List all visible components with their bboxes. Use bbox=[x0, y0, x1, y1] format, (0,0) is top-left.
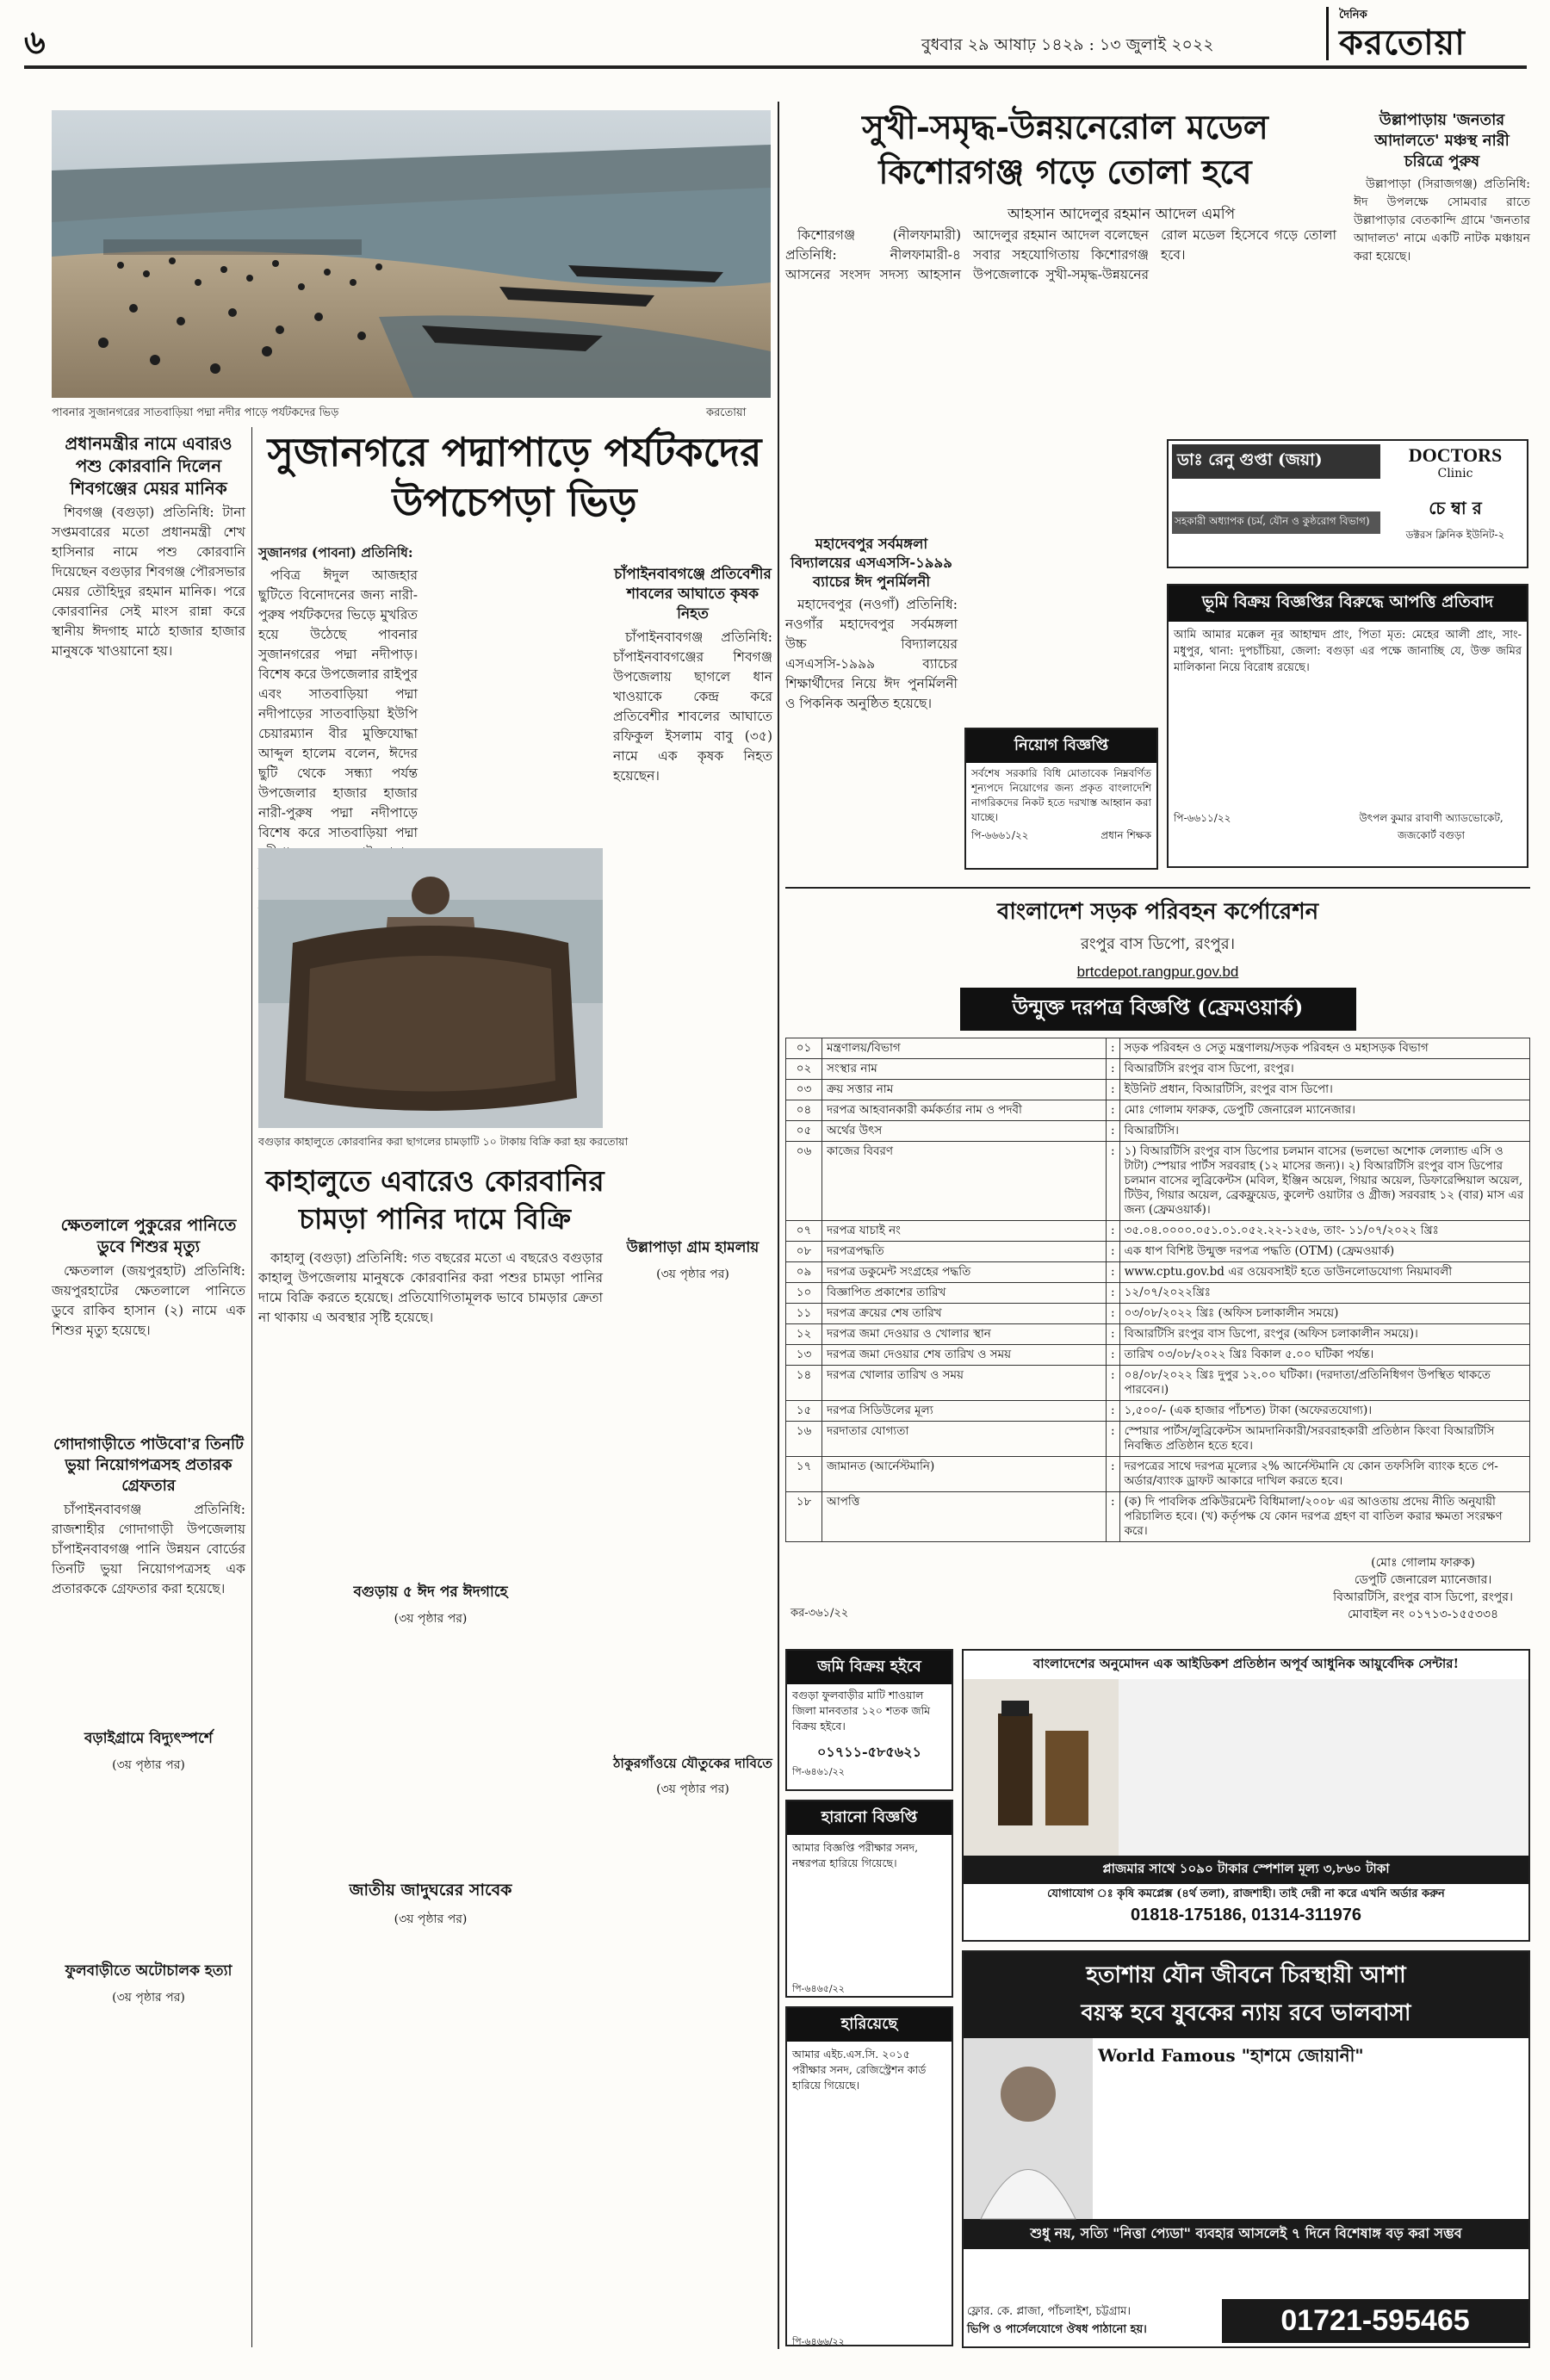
chapai-story bbox=[613, 560, 772, 989]
electrocution-headline: বড়াইগ্রামে বিদ্যুৎস্পর্শে bbox=[84, 1730, 213, 1747]
lead-photo-credit: করতোয়া bbox=[706, 406, 747, 419]
tender-row bbox=[786, 1304, 1530, 1324]
doctor-portrait-image bbox=[964, 2038, 1093, 2219]
bogura-eid-story bbox=[258, 1576, 603, 1879]
tender-cell-label: জামানত (আর্নেস্টমানি) bbox=[822, 1457, 1107, 1492]
tender-row bbox=[786, 1038, 1530, 1059]
tender-org: বাংলাদেশ সড়ক পরিবহন কর্পোরেশন bbox=[996, 899, 1319, 925]
ullapara-court-story bbox=[1354, 105, 1530, 481]
doctors-address: ডক্টরস ক্লিনিক ইউনিট-২ bbox=[1405, 529, 1505, 541]
chapai-text: চাঁপাইনবাবগঞ্জ প্রতিনিধি: চাঁপাইনবাবগঞ্জের শিবগঞ্জ উপজেলায় ছাগলে ধান খাওয়াকে কেন্দ্র করে প্রতিবেশীর শাবলের আঘাতে রফিকুল ইসলাম বাবু (৩৫) নামে এক কৃষক নিহত হয়েছেন। bbox=[613, 629, 772, 784]
tender-row bbox=[786, 1059, 1530, 1080]
land-sale-ad bbox=[785, 1649, 953, 1791]
doctors-chamber: চে ম্বা র bbox=[1429, 498, 1482, 518]
tender-row bbox=[786, 1324, 1530, 1345]
herbal-headline-2: বয়স্ক হবে যুবকের ন্যায় রবে ভালবাসা bbox=[1081, 2000, 1411, 2026]
tender-cell-value: www.cptu.gov.bd এর ওয়েবসাইট হতে ডাউনলোডযোগ্য নিয়মাবলী bbox=[1119, 1262, 1529, 1283]
skin-photo-caption: বগুড়ার কাহালুতে কোরবানির করা ছাগলের চামড়াটি ১০ টাকায় বিক্রি করা হয় করতোয়া bbox=[258, 1135, 629, 1148]
land-notice-body: আমি আমার মক্কেল নূর আহাম্মদ প্রাং, পিতা মৃত: মেহের আলী প্রাং, সাং-মধুপুর, থানা: দুপচাঁচিয়া, জেলা: বগুড়া এর পক্ষে জানাচ্ছি যে, উক্ত জমির মালিকানা নিয়ে বিরোধ রয়েছে। bbox=[1174, 629, 1522, 674]
ullapara-court-text: উল্লাপাড়া (সিরাজগঞ্জ) প্রতিনিধি: ঈদ উপলক্ষে সোমবার রাতে উল্লাপাড়ার বেতকান্দি গ্রামে 'জনতার আদালত' নামে একটি নাটক মঞ্চায়ন করা হয়েছে। bbox=[1354, 177, 1530, 263]
tender-cell-colon: : bbox=[1107, 1422, 1120, 1457]
tender-cell-n: ১৫ bbox=[786, 1401, 822, 1422]
chapai-body bbox=[613, 628, 772, 989]
main-story-col2 bbox=[426, 542, 586, 792]
tender-cell-label: কাজের বিবরণ bbox=[822, 1142, 1107, 1221]
land-sale-body: বগুড়া ফুলবাড়ীর মাটি শাওয়াল জিলা মানবতার ১২০ শতক জমি বিক্রয় হইবে। bbox=[792, 1689, 931, 1732]
thakurgaon-story bbox=[613, 1748, 772, 2334]
tender-cell-colon: : bbox=[1107, 1401, 1120, 1422]
bogura-eid-body bbox=[258, 1629, 603, 1879]
job-notice-headline: নিয়োগ বিজ্ঞপ্তি bbox=[966, 729, 1156, 763]
tender-cell-value: তারিখ ০৩/০৮/২০২২ খ্রিঃ বিকাল ৫.০০ ঘটিকা পর্যন্ত। bbox=[1119, 1345, 1529, 1366]
mahadevpur-headline: মহাদেবপুর সর্বমঙ্গলা বিদ্যালয়ের এসএসসি-১৯৯৯ ব্যাচের ঈদ পুনর্মিলনী bbox=[790, 536, 952, 590]
land-notice-headline: ভূমি বিক্রয় বিজ্ঞপ্তির বিরুদ্ধে আপত্তি প্রতিবাদ bbox=[1169, 586, 1527, 622]
tender-row bbox=[786, 1422, 1530, 1457]
tender-cell-colon: : bbox=[1107, 1492, 1120, 1542]
kishoreganj-headline-line2: কিশোরগঞ্জ গড়ে তোলা হবে bbox=[878, 152, 1252, 192]
tender-cell-colon: : bbox=[1107, 1038, 1120, 1059]
tender-row bbox=[786, 1345, 1530, 1366]
mahadevpur-body bbox=[785, 595, 958, 922]
main-story-dateline: সুজানগর (পাবনা) প্রতিনিধি: bbox=[258, 544, 413, 561]
tender-cell-value: দরপত্রের সাথে দরপত্র মূল্যের ২% আর্নেস্টমানি যে কোন তফসিলি ব্যাংক হতে পে-অর্ডার/ব্যাংক ড্রাফট আকারে দাখিল করতে হবে। bbox=[1119, 1457, 1529, 1492]
tender-cell-value: ১২/০৭/২০২২খ্রিঃ bbox=[1119, 1283, 1529, 1304]
tender-cell-label: দরপত্র আহবানকারী কর্মকর্তার নাম ও পদবী bbox=[822, 1100, 1107, 1121]
drowning-body bbox=[52, 1261, 245, 1434]
tender-cell-label: দরপত্র জমা দেওয়ার শেষ তারিখ ও সময় bbox=[822, 1345, 1107, 1366]
date-line: বুধবার ২৯ আষাঢ় ১৪২৯ : ১৩ জুলাই ২০২২ bbox=[921, 35, 1214, 54]
masthead-rule bbox=[24, 65, 1527, 69]
tender-cell-colon: : bbox=[1107, 1366, 1120, 1401]
tender-cell-n: ১১ bbox=[786, 1304, 822, 1324]
ayur-contact: যোগাযোগ ঃ কৃষি কমপ্লেক্স (৪র্থ তলা), রাজশাহী। তাই দেরী না করে এখনি অর্ডার করুন bbox=[1047, 1887, 1445, 1900]
kishoreganj-text: কিশোরগঞ্জ (নীলফামারী) প্রতিনিধি: নীলফামারী-৪ আসনের সংসদ সদস্য আহসান আদেলুর রহমান আদেল বলেছেন সবার সহযোগিতায় কিশোরগঞ্জ উপজেলাকে সুখী-সমৃদ্ধ-উন্নয়নের রোল মডেল হিসেবে গড়ে তোলা হবে। bbox=[785, 227, 1336, 282]
tender-cell-label: সংস্থার নাম bbox=[822, 1059, 1107, 1080]
tender-signer-org: বিআরটিসি, রংপুর বাস ডিপো, রংপুর। bbox=[1333, 1590, 1513, 1604]
land-notice-ref: পি-৬৬১১/২২ bbox=[1174, 812, 1231, 824]
land-sale-phone: ০১৭১১-৫৮৫৬২১ bbox=[817, 1744, 921, 1760]
tender-depot: রংপুর বাস ডিপো, রংপুর। bbox=[1080, 935, 1236, 953]
arrest-story bbox=[52, 1429, 245, 1750]
skin-headline bbox=[258, 1162, 611, 1238]
tender-cell-colon: : bbox=[1107, 1100, 1120, 1121]
tender-signer-name: (মোঃ গোলাম ফারুক) bbox=[1371, 1556, 1475, 1570]
ayur-phone[interactable]: 01818-175186, 01314-311976 bbox=[1130, 1906, 1362, 1924]
chapai-headline: চাঁপাইনবাবগঞ্জে প্রতিবেশীর শাবলের আঘাতে কৃষক নিহত bbox=[614, 566, 772, 623]
tender-cell-n: ১৮ bbox=[786, 1492, 822, 1542]
fulbari-body bbox=[52, 2008, 245, 2335]
masthead-logo bbox=[1326, 7, 1524, 63]
bogura-eid-cont: (৩য় পৃষ্ঠার পর) bbox=[394, 1612, 468, 1626]
tender-row bbox=[786, 1080, 1530, 1100]
skin-story-body bbox=[258, 1249, 603, 1563]
doctors-clinic: Clinic bbox=[1437, 467, 1473, 480]
lost1-headline: হারানো বিজ্ঞপ্তি bbox=[787, 1801, 952, 1835]
thakurgaon-body bbox=[613, 1800, 772, 2334]
drowning-headline: ক্ষেতলালে পুকুরের পানিতে ডুবে শিশুর মৃত্যু bbox=[60, 1216, 237, 1256]
tender-cell-n: ০৯ bbox=[786, 1262, 822, 1283]
land-sale-ref: পি-৬৪৬১/২২ bbox=[792, 1766, 845, 1777]
thakurgaon-headline: ঠাকুরগাঁওয়ে যৌতুকের দাবিতে bbox=[613, 1755, 772, 1771]
ayur-top: বাংলাদেশের অনুমোদন এক আইডিকশ প্রতিষ্ঠান অপূর্ব আধুনিক আয়ুর্বেদিক সেন্টার! bbox=[1032, 1656, 1460, 1671]
tender-cell-label: দরদাতার যোগ্যতা bbox=[822, 1422, 1107, 1457]
lead-photo bbox=[52, 110, 771, 398]
tender-cell-label: মন্ত্রণালয়/বিভাগ bbox=[822, 1038, 1107, 1059]
tender-cell-label: ক্রয় সত্তার নাম bbox=[822, 1080, 1107, 1100]
tender-table bbox=[785, 1038, 1530, 1542]
ullapara-court-headline: উল্লাপাড়ায় 'জনতার আদালতে' মঞ্চস্থ নারী চরিত্রে পুরুষ bbox=[1374, 111, 1510, 170]
tender-cell-value: বিআরটিসি। bbox=[1119, 1121, 1529, 1142]
pm-story-text: শিবগঞ্জ (বগুড়া) প্রতিনিধি: টানা সপ্তমবারের মতো প্রধানমন্ত্রী শেখ হাসিনার নামে পশু কোরবানি দিয়েছেন বগুড়ার শিবগঞ্জ পৌরসভার মেয়র তৌহিদুর রহমান মানিক। পরে কোরবানির সেই মাংস রান্না করে স্থানীয় ঈদগাহ মাঠে হাজার হাজার মানুষকে খাওয়ানো হয়। bbox=[52, 505, 245, 659]
tender-cell-label: দরপত্র ডকুমেন্ট সংগ্রহের পদ্ধতি bbox=[822, 1262, 1107, 1283]
fulbari-cont: (৩য় পৃষ্ঠার পর) bbox=[112, 1991, 185, 2005]
arrest-text: চাঁপাইনবাবগঞ্জ প্রতিনিধি: রাজশাহীর গোদাগাড়ী উপজেলায় চাঁপাইনবাবগঞ্জ পানি উন্নয়ন বোর্ডের তিনটি ভুয়া নিয়োগপত্রসহ এক প্রতারককে গ্রেফতার করা হয়েছে। bbox=[52, 1502, 245, 1596]
arrest-headline: গোদাগাড়ীতে পাউবো'র তিনটি ভুয়া নিয়োগপত্রসহ প্রতারক গ্রেফতার bbox=[53, 1435, 244, 1495]
skin-photo bbox=[258, 848, 603, 1128]
lost2-body: আমার এইচ.এস.সি. ২০১৫ পরীক্ষার সনদ, রেজিস্ট্রেশন কার্ড হারিয়ে গিয়েছে। bbox=[792, 2048, 927, 2092]
electrocution-body bbox=[52, 1776, 245, 1939]
logo-name: করতোয়া bbox=[1339, 22, 1466, 63]
tender-row bbox=[786, 1262, 1530, 1283]
ayurvedic-ad bbox=[962, 1649, 1530, 1942]
river-scene-image bbox=[52, 110, 771, 398]
lost-notice-2 bbox=[785, 2006, 953, 2346]
tender-cell-n: ১২ bbox=[786, 1324, 822, 1345]
lost1-ref: পি-৬৪৬৫/২২ bbox=[792, 1983, 845, 1994]
pm-story-headline: প্রধানমন্ত্রীর নামে এবারও পশু কোরবানি দিলেন শিবগঞ্জের মেয়র মানিক bbox=[65, 433, 232, 499]
tender-signer-mobile: মোবাইল নং ০১৭১৩-১৫৫৩৩৪ bbox=[1347, 1608, 1499, 1621]
tender-row bbox=[786, 1457, 1530, 1492]
tender-cell-colon: : bbox=[1107, 1221, 1120, 1242]
drowning-story bbox=[52, 1210, 245, 1434]
tender-row bbox=[786, 1100, 1530, 1121]
main-headline-line1: সুজানগরে পদ্মাপাড়ে পর্যটকদের bbox=[267, 429, 762, 475]
main-headline bbox=[258, 427, 771, 527]
tender-cell-value: এক ধাপ বিশিষ্ট উন্মুক্ত দরপত্র পদ্ধতি (OTM) (ফ্রেমওয়ার্ক) bbox=[1119, 1242, 1529, 1262]
museum-story bbox=[258, 1873, 603, 2360]
tender-cell-colon: : bbox=[1107, 1121, 1120, 1142]
job-notice-signer: প্রধান শিক্ষক bbox=[1100, 829, 1151, 841]
tender-cell-n: ১৭ bbox=[786, 1457, 822, 1492]
tender-cell-colon: : bbox=[1107, 1345, 1120, 1366]
tender-row bbox=[786, 1401, 1530, 1422]
tender-cell-value: বিআরটিসি রংপুর বাস ডিপো, রংপুর। bbox=[1119, 1059, 1529, 1080]
ayur-offer: প্লাজমার সাথে ১০৯০ টাকার স্পেশাল মূল্য ৩,৮৬০ টাকা bbox=[964, 1856, 1528, 1884]
kishoreganj-headline bbox=[785, 105, 1345, 195]
tender-cell-colon: : bbox=[1107, 1262, 1120, 1283]
herbal-brand: World Famous "হাশমে জোয়ানী" bbox=[1098, 2045, 1364, 2066]
tender-cell-n: ১৩ bbox=[786, 1345, 822, 1366]
tender-cell-colon: : bbox=[1107, 1324, 1120, 1345]
tender-cell-n: ০৮ bbox=[786, 1242, 822, 1262]
tender-website: brtcdepot.rangpur.gov.bd bbox=[1076, 964, 1239, 980]
tender-cell-n: ০৭ bbox=[786, 1221, 822, 1242]
tender-cell-value: ১) বিআরটিসি রংপুর বাস ডিপোর চলমান বাসের (ভলভো অশোক লেল্যান্ড এসি ও টাটা) স্পেয়ার পার্টস সরবরাহ (১২ মাসের জন্য)। ২) বিআরটিসি রংপুর বাস ডিপোর চলমান বাসের লুব্রিকেন্টস (মবিল, ইঞ্জিন অয়েল, গিয়ার অয়েল, ডিফারেন্সিয়াল অয়েল, টিউব, গিয়ার অয়েল, ব্রেকফ্লুয়েড, কুলেন্ট ওয়াটার ও গ্রীজ) সরবরাহ ১২ (বার) মাস এর জন্য (ফ্রেমওয়ার্ক)। bbox=[1119, 1142, 1529, 1221]
tender-cell-colon: : bbox=[1107, 1304, 1120, 1324]
tender-cell-label: আপত্তি bbox=[822, 1492, 1107, 1542]
doctor-name: ডাঃ রেনু গুপ্তা (জয়া) bbox=[1172, 444, 1380, 479]
bogura-eid-headline: বগুড়ায় ৫ ঈদ পর ঈদগাহে bbox=[353, 1584, 508, 1601]
tender-cell-colon: : bbox=[1107, 1080, 1120, 1100]
tender-signer-title: ডেপুটি জেনারেল ম্যানেজার। bbox=[1354, 1573, 1492, 1587]
lost-notice-1 bbox=[785, 1800, 953, 1998]
arrest-body bbox=[52, 1500, 245, 1750]
herbal-tagline: শুধু নয়, সত্যি "নিত্তা প্যেডা" ব্যবহার আসলেই ৭ দিনে বিশেষাঙ্গ বড় করা সম্ভব bbox=[964, 2219, 1528, 2249]
lead-photo-caption: পাবনার সুজানগরের সাতবাড়িয়া পদ্মা নদীর পাড়ে পর্যটকদের ভিড় bbox=[52, 406, 339, 419]
main-headline-line2: উপচেপড়া ভিড় bbox=[392, 479, 637, 525]
tender-row bbox=[786, 1242, 1530, 1262]
medicine-bottle-image bbox=[964, 1679, 1119, 1856]
museum-headline: জাতীয় জাদুঘরের সাবেক bbox=[349, 1881, 512, 1900]
tender-row bbox=[786, 1221, 1530, 1242]
electrocution-cont: (৩য় পৃষ্ঠার পর) bbox=[112, 1758, 185, 1772]
pm-story-body bbox=[52, 503, 245, 1261]
tender-cell-n: ০৩ bbox=[786, 1080, 822, 1100]
job-notice-ref: পি-৬৬৬১/২২ bbox=[971, 829, 1029, 841]
doctor-specialty: সহকারী অধ্যাপক (চর্ম, যৌন ও কুষ্ঠরোগ বিভাগ) bbox=[1172, 511, 1380, 534]
tender-cell-label: অর্থের উৎস bbox=[822, 1121, 1107, 1142]
ullapara-vote-cont: (৩য় পৃষ্ঠার পর) bbox=[656, 1267, 729, 1281]
tender-row bbox=[786, 1121, 1530, 1142]
tender-cell-label: দরপত্র ক্রয়ের শেষ তারিখ bbox=[822, 1304, 1107, 1324]
tender-cell-n: ০২ bbox=[786, 1059, 822, 1080]
tender-cell-n: ১০ bbox=[786, 1283, 822, 1304]
tender-cell-colon: : bbox=[1107, 1059, 1120, 1080]
tender-cell-value: স্পেয়ার পার্টস/লুব্রিকেন্টস আমদানিকারী/সরবরাহকারী প্রতিষ্ঠান কিংবা বিআরটিসি নিবন্ধিত প্রতিষ্ঠান হতে হবে। bbox=[1119, 1422, 1529, 1457]
museum-cont: (৩য় পৃষ্ঠার পর) bbox=[394, 1912, 468, 1926]
tender-cell-n: ১৪ bbox=[786, 1366, 822, 1401]
tender-cell-n: ০৬ bbox=[786, 1142, 822, 1221]
tender-cell-n: ০৪ bbox=[786, 1100, 822, 1121]
lost2-ref: পি-৬৪৬৬/২২ bbox=[792, 2336, 845, 2347]
kishoreganj-headline-line1: সুখী-সমৃদ্ধ-উন্নয়নেরোল মডেল bbox=[862, 108, 1268, 147]
tender-cell-value: মোঃ গোলাম ফারুক, ডেপুটি জেনারেল ম্যানেজার। bbox=[1119, 1100, 1529, 1121]
tender-cell-label: দরপত্র জমা দেওয়ার ও খোলার স্থান bbox=[822, 1324, 1107, 1345]
tender-notice bbox=[785, 887, 1530, 1640]
electrocution-story bbox=[52, 1722, 245, 1939]
tender-cell-label: দরপত্রপদ্ধতি bbox=[822, 1242, 1107, 1262]
herbal-address: ফ্লোর. কে. প্লাজা, পাঁচলাইশ, চট্টগ্রাম। bbox=[967, 2304, 1132, 2318]
tender-cell-value: ১,৫০০/- (এক হাজার পাঁচশত) টাকা (অফেরতযোগ্য)। bbox=[1119, 1401, 1529, 1422]
tender-title: উন্মুক্ত দরপত্র বিজ্ঞপ্তি (ফ্রেমওয়ার্ক) bbox=[960, 988, 1356, 1031]
ullapara-vote-story bbox=[613, 1231, 772, 1767]
tender-cell-colon: : bbox=[1107, 1242, 1120, 1262]
tender-cell-value: ০৪/০৮/২০২২ খ্রিঃ দুপুর ১২.০০ ঘটিকা। (দরদাতা/প্রতিনিধিগণ উপস্থিত থাকতে পারবেন।) bbox=[1119, 1366, 1529, 1401]
tender-cell-value: সড়ক পরিবহন ও সেতু মন্ত্রণালয়/সড়ক পরিবহন ও মহাসড়ক বিভাগ bbox=[1119, 1038, 1529, 1059]
main-story-text: পবিত্র ঈদুল আজহার ছুটিতে বিনোদনের জন্য নারী-পুরুষ পর্যটকদের ভিড়ে মুখরিত হয়ে উঠেছে পাবনার সুজানগরের পদ্মা নদীপাড়। বিশেষ করে উপজেলার রাইপুর এবং সাতবাড়িয়া পদ্মা নদীপাড়ের সাতবাড়িয়া ইউপি চেয়ারম্যান বীর মুক্তিযোদ্ধা আব্দুল হালেম বলেন, ঈদের ছুটি থেকে সন্ধ্যা পর্যন্ত উপজেলার হাজার হাজার নারী-পুরুষ পদ্মা নদীপাড়ে বিশেষ করে সাতবাড়িয়া পদ্মা bbox=[258, 567, 418, 840]
lost2-headline: হারিয়েছে bbox=[787, 2008, 952, 2042]
tender-cell-n: ০৫ bbox=[786, 1121, 822, 1142]
column-rule-2 bbox=[778, 102, 779, 2349]
land-notice bbox=[1167, 584, 1528, 868]
column-rule-1 bbox=[251, 427, 252, 2347]
pm-story bbox=[52, 427, 245, 1261]
tender-row bbox=[786, 1142, 1530, 1221]
ullapara-court-body bbox=[1354, 176, 1530, 481]
tender-cell-colon: : bbox=[1107, 1283, 1120, 1304]
tender-cell-value: (ক) দি পাবলিক প্রকিউরমেন্ট বিধিমালা/২০০৮ এর আওতায় প্রদেয় নীতি অনুযায়ী পরিচালিত হবে। (খ) কর্তৃপক্ষ যে কোন দরপত্র গ্রহণ বা বাতিল করার ক্ষমতা সংরক্ষণ করে। bbox=[1119, 1492, 1529, 1542]
tender-row bbox=[786, 1283, 1530, 1304]
tender-cell-colon: : bbox=[1107, 1457, 1120, 1492]
tender-cell-label: বিজ্ঞাপিত প্রকাশের তারিখ bbox=[822, 1283, 1107, 1304]
fulbari-headline: ফুলবাড়ীতে অটোচালক হত্যা bbox=[65, 1962, 232, 1980]
herbal-ad bbox=[962, 1950, 1530, 2348]
land-notice-signature: উৎপল কুমার রাবাণী অ্যাডভোকেট, জজকোর্ট বগুড়া bbox=[1359, 812, 1504, 841]
skin-headline-line2: চামড়া পানির দামে বিক্রি bbox=[299, 1202, 571, 1236]
drowning-text: ক্ষেতলাল (জয়পুরহাট) প্রতিনিধি: জয়পুরহাটের ক্ষেতলালে পানিতে ডুবে রাকিব হাসান (২) নামে এক শিশুর মৃত্যু হয়েছে। bbox=[52, 1263, 245, 1338]
herbal-headline-1: হতাশায় যৌন জীবনে চিরস্থায়ী আশা bbox=[1086, 1962, 1406, 1988]
man-holding-hide-image bbox=[258, 848, 603, 1128]
mahadevpur-story bbox=[785, 530, 958, 922]
land-sale-headline: জমি বিক্রয় হইবে bbox=[787, 1651, 952, 1684]
lost1-body: আমার বিজ্ঞপ্তি পরীক্ষার সনদ, নম্বরপত্র হারিয়ে গিয়েছে। bbox=[792, 1841, 919, 1869]
ullapara-vote-body bbox=[613, 1285, 772, 1767]
skin-headline-line1: কাহালুতে এবারেও কোরবানির bbox=[265, 1164, 604, 1198]
tender-cell-label: দরপত্র যাচাই নং bbox=[822, 1221, 1107, 1242]
tender-cell-label: দরপত্র খোলার তারিখ ও সময় bbox=[822, 1366, 1107, 1401]
doctors-ad bbox=[1167, 439, 1528, 568]
tender-cell-n: ০১ bbox=[786, 1038, 822, 1059]
herbal-delivery: ভিপি ও পার্সেলযোগে ঔষধ পাঠানো হয়। bbox=[967, 2322, 1147, 2336]
tender-row bbox=[786, 1492, 1530, 1542]
tender-cell-colon: : bbox=[1107, 1142, 1120, 1221]
mahadevpur-text: মহাদেবপুর (নওগাঁ) প্রতিনিধি: নওগাঁর মহাদেবপুর সর্বমঙ্গলা উচ্চ বিদ্যালয়ের এসএসসি-১৯৯৯ ব্যাচের শিক্ষার্থীদের নিয়ে ঈদ পুনর্মিলনী ও পিকনিক অনুষ্ঠিত হয়েছে। bbox=[785, 597, 958, 711]
doctors-title: DOCTORS bbox=[1408, 444, 1503, 466]
job-notice-body: সর্বশেষ সরকারি বিধি মোতাবেক নিম্নবর্ণিত শূন্যপদে নিয়োগের জন্য প্রকৃত বাংলাদেশি নাগরিকদের নিকট হতে দরখাস্ত আহ্বান করা যাচ্ছে। bbox=[971, 767, 1151, 823]
ullapara-vote-headline: উল্লাপাড়া গ্রাম হামলায় bbox=[626, 1239, 760, 1256]
tender-cell-value: বিআরটিসি রংপুর বাস ডিপো, রংপুর (অফিস চলাকালীন সময়ে)। bbox=[1119, 1324, 1529, 1345]
job-notice bbox=[964, 728, 1158, 870]
tender-cell-n: ১৬ bbox=[786, 1422, 822, 1457]
tender-cell-value: ইউনিট প্রধান, বিআরটিসি, রংপুর বাস ডিপো। bbox=[1119, 1080, 1529, 1100]
tender-cell-value: ৩৫.০৪.০০০০.০৫১.০১.০৫২.২২-১২৫৬, তাং- ১১/০৭/২০২২ খ্রিঃ bbox=[1119, 1221, 1529, 1242]
tender-cell-value: ০৩/০৮/২০২২ খ্রিঃ (অফিস চলাকালীন সময়ে) bbox=[1119, 1304, 1529, 1324]
fulbari-story bbox=[52, 1955, 245, 2335]
museum-body bbox=[258, 1930, 603, 2360]
tender-row bbox=[786, 1366, 1530, 1401]
kishoreganj-byline: আহসান আদেলুর রহমান আদেল এমপি bbox=[1008, 206, 1236, 223]
page-number: ৬ bbox=[24, 22, 46, 61]
herbal-phone[interactable]: 01721-595465 bbox=[1222, 2299, 1528, 2343]
thakurgaon-cont: (৩য় পৃষ্ঠার পর) bbox=[656, 1782, 729, 1796]
logo-top: দৈনিক bbox=[1339, 9, 1367, 22]
skin-story-text: কাহালু (বগুড়া) প্রতিনিধি: গত বছরের মতো এ বছরেও বগুড়ার কাহালু উপজেলায় মানুষকে কোরবানির করা পশুর চামড়া পানির দামে বিক্রি করতে হয়েছে। প্রতিযোগিতামূলক ভাবে চামড়ার ক্রেতা না থাকায় এ অবস্থার সৃষ্টি হয়েছে। bbox=[258, 1250, 603, 1325]
tender-ref: কর-৩৬১/২২ bbox=[790, 1607, 849, 1620]
main-story-col1 bbox=[258, 542, 418, 840]
tender-cell-label: দরপত্র সিডিউলের মূল্য bbox=[822, 1401, 1107, 1422]
